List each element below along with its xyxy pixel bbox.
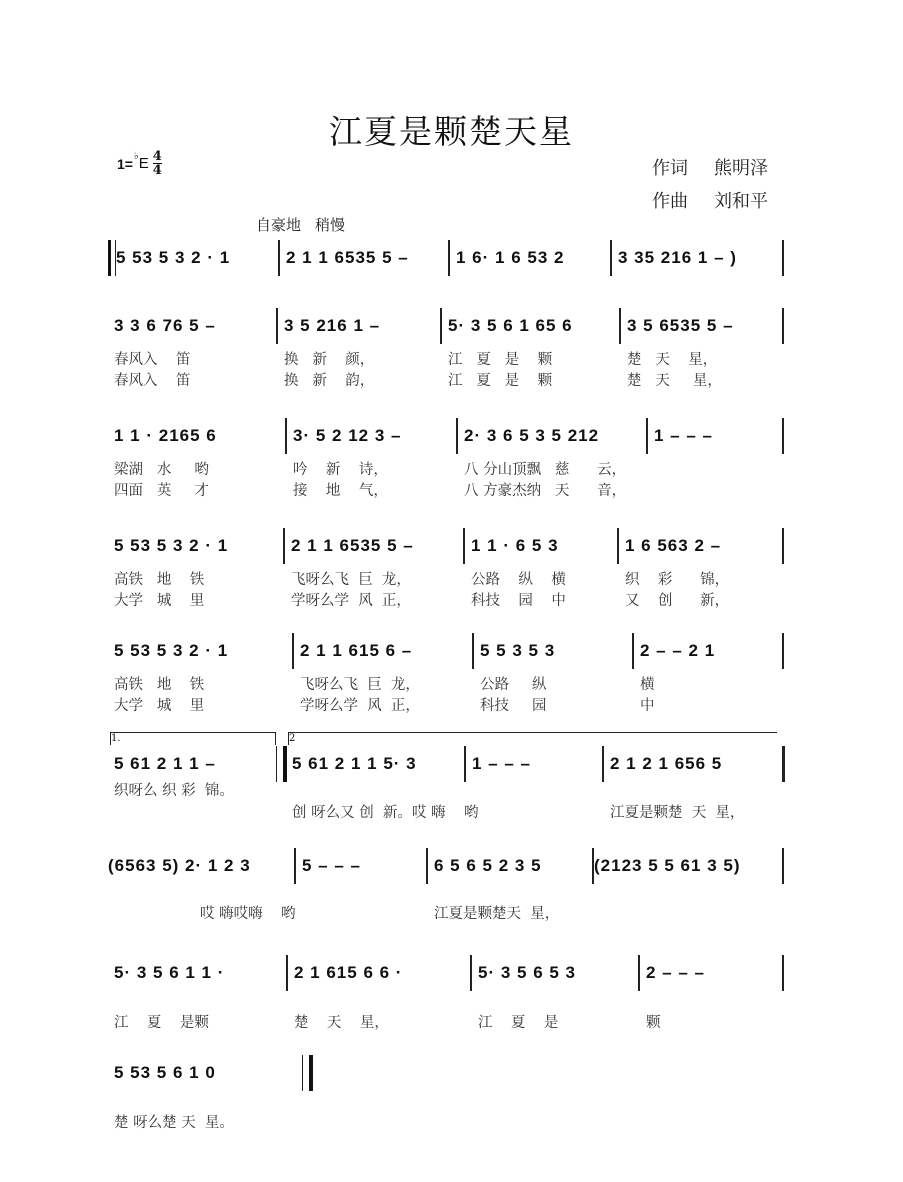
lyrics-verse-1: 高铁 地 铁 <box>114 677 205 693</box>
lyrics-verse-2: 创 呀么又 创 新。哎 嗨 哟 <box>292 805 479 821</box>
key-signature <box>117 150 162 177</box>
lyrics-verse-2: 楚 天 星， <box>627 373 722 389</box>
score-row-8 <box>108 955 788 1055</box>
barline <box>782 746 785 782</box>
measure <box>472 955 632 1055</box>
volta-second-ending <box>288 732 777 745</box>
measure <box>286 746 479 846</box>
lyrics-verse-2: 楚 呀么楚 天 星。 <box>114 1115 234 1131</box>
measure <box>442 308 617 408</box>
lyrics-verse-2: 江夏是颗楚天 星， <box>434 906 560 922</box>
lyrics-verse-1: 公路 纵 <box>480 677 547 693</box>
measure <box>296 848 424 948</box>
measure-notes: 1 6· 1 6 53 2 <box>456 248 565 267</box>
measure-notes: (6563 5) 2· 1 2 3 <box>108 856 251 875</box>
lyrics-verse-2: 哎 嗨哎嗨 哟 <box>200 906 296 922</box>
lyrics-verse-2: 八 方豪杰纳 天 音， <box>464 483 627 499</box>
lyrics-verse-2: 江 夏 是 颗 <box>448 373 553 389</box>
measure <box>634 633 782 733</box>
lyrics-verse-2: 四面 英 才 <box>114 483 209 499</box>
measure-notes: 1 – – – <box>472 754 531 773</box>
lyrics-verse-1: 换 新 颜， <box>284 352 375 368</box>
measure-notes: 5 – – – <box>302 856 361 875</box>
score-row-2 <box>108 308 788 408</box>
expression-marking: 自豪地 <box>256 216 302 234</box>
measure-notes: 3 3 6 76 5 – <box>114 316 216 335</box>
measure <box>466 746 602 846</box>
measure-notes: 5 5 3 5 3 <box>480 641 556 660</box>
lyrics-verse-1: 春风入 笛 <box>114 352 191 368</box>
lyrics-verse-1: 飞呀么飞 巨 龙， <box>300 677 420 693</box>
barline <box>782 240 784 276</box>
measure <box>640 955 780 1055</box>
lyrics-verse-2: 科技 园 <box>480 698 547 714</box>
measure <box>621 308 781 408</box>
lyrics-verse-2: 江夏是颗楚 天 星， <box>610 805 745 821</box>
lyrics-verse-2: 中 <box>640 698 655 714</box>
lyrics-verse-2: 楚 天 星， <box>294 1015 389 1031</box>
measure <box>604 746 780 846</box>
measure <box>108 418 283 518</box>
score-row-5 <box>108 633 788 733</box>
measure <box>288 955 463 1055</box>
lyricist-credit <box>652 154 768 180</box>
measure-notes: 1 6 563 2 – <box>625 536 722 555</box>
score-row-6 <box>108 733 788 846</box>
measure <box>458 418 643 518</box>
lyrics-verse-2: 大学 城 里 <box>114 698 205 714</box>
lyrics-verse-2: 江 夏 是颗 <box>114 1015 209 1031</box>
measure-notes: 1 – – – <box>654 426 713 445</box>
measure <box>648 418 782 518</box>
flat-icon: ♭ <box>133 151 139 162</box>
measure <box>428 848 588 948</box>
measure <box>619 528 781 628</box>
measure-notes: 5 53 5 3 2 · 1 <box>114 536 229 555</box>
measure-notes: 3· 5 2 12 3 – <box>293 426 402 445</box>
measure-notes: 2 – – – <box>646 963 705 982</box>
measure-notes: 2 1 1 6535 5 – <box>286 248 409 267</box>
measure-notes: 5· 3 5 6 1 65 6 <box>448 316 573 335</box>
measure-notes: 5 53 5 3 2 · 1 <box>114 641 229 660</box>
measure <box>108 528 283 628</box>
score-row-3 <box>108 418 788 518</box>
measure-notes: 1 1 · 2165 6 <box>114 426 217 445</box>
measure <box>278 308 438 408</box>
lyrics-verse-2: 春风入 笛 <box>114 373 191 389</box>
barline <box>782 848 784 884</box>
volta-label: 2 <box>289 733 296 744</box>
measure <box>108 308 276 408</box>
measure-notes: 2· 3 6 5 3 5 212 <box>464 426 600 445</box>
measure-notes: (2123 5 5 61 3 5) <box>594 856 741 875</box>
measure-notes: 5· 3 5 6 1 1 · <box>114 963 225 982</box>
composer-credit <box>652 187 768 213</box>
barline <box>782 633 784 669</box>
lyrics-verse-2: 科技 园 中 <box>471 593 566 609</box>
lyrics-verse-2: 颗 <box>646 1015 661 1031</box>
measure-notes: 2 1 2 1 656 5 <box>610 754 723 773</box>
measure-notes: 2 1 1 6535 5 – <box>291 536 414 555</box>
lyrics-verse-2: 学呀么学 风 正， <box>291 593 411 609</box>
lyrics-verse-2: 江 夏 是 <box>478 1015 559 1031</box>
time-top: 4 <box>152 149 162 164</box>
barline <box>782 955 784 991</box>
lyrics-verse-1: 吟 新 诗， <box>293 462 388 478</box>
measure <box>474 633 624 733</box>
measure-notes: 2 1 1 615 6 – <box>300 641 413 660</box>
measure-notes: 3 5 216 1 – <box>284 316 381 335</box>
measure <box>108 633 288 733</box>
lyrics-verse-1: 梁湖 水 哟 <box>114 462 209 478</box>
barline <box>782 308 784 344</box>
measure-notes: 3 5 6535 5 – <box>627 316 734 335</box>
measure <box>465 528 615 628</box>
lyrics-verse-2: 学呀么学 风 正， <box>300 698 420 714</box>
measure-notes: 3 35 216 1 – ) <box>618 248 737 267</box>
lyrics-verse-1: 江 夏 是 颗 <box>448 352 553 368</box>
measure-notes: 5· 3 5 6 5 3 <box>478 963 577 982</box>
measure <box>287 418 457 518</box>
measure <box>588 848 778 948</box>
key-note: E <box>138 155 149 172</box>
score-row-4 <box>108 528 788 628</box>
composer-name: 刘和平 <box>714 191 768 212</box>
lyrics-verse-1: 织 彩 锦， <box>625 572 730 588</box>
time-bottom: 4 <box>152 163 162 178</box>
measure <box>285 528 455 628</box>
measure-notes: 5 61 2 1 1 – <box>114 754 216 773</box>
lyrics-verse-2: 大学 城 里 <box>114 593 205 609</box>
measure-notes: 5 53 5 6 1 0 <box>114 1063 216 1082</box>
measure-notes: 1 1 · 6 5 3 <box>471 536 559 555</box>
measure-notes: 5 53 5 3 2 · 1 <box>116 248 231 267</box>
measure-notes: 2 – – 2 1 <box>640 641 716 660</box>
speed-marking: 稍慢 <box>315 216 346 234</box>
score-row-7 <box>108 848 788 948</box>
measure <box>102 848 296 948</box>
key-one-equals: 1= <box>117 155 133 172</box>
measure <box>108 746 274 846</box>
measure <box>108 955 288 1055</box>
score-row-9 <box>108 1055 788 1155</box>
lyricist-name: 熊明泽 <box>714 158 768 179</box>
lyrics-verse-1: 织呀么 织 彩 锦。 <box>114 783 234 799</box>
lyrics-verse-1: 横 <box>640 677 655 693</box>
lyricist-role: 作词 <box>652 158 688 179</box>
measure <box>294 633 466 733</box>
lyrics-verse-1: 公路 纵 横 <box>471 572 566 588</box>
final-barline <box>302 1055 313 1091</box>
page-title: 江夏是颗楚天星 <box>329 112 574 151</box>
measure <box>108 1055 288 1155</box>
volta-first-ending <box>110 732 276 745</box>
lyrics-verse-1: 飞呀么飞 巨 龙， <box>291 572 411 588</box>
lyrics-verse-2: 换 新 韵， <box>284 373 375 389</box>
barline <box>782 528 784 564</box>
tempo-marking <box>256 214 359 235</box>
measure-notes: 6 5 6 5 2 3 5 <box>434 856 542 875</box>
lyrics-verse-1: 楚 天 星， <box>627 352 718 368</box>
lyrics-verse-1: 高铁 地 铁 <box>114 572 205 588</box>
time-signature <box>153 150 162 177</box>
measure-notes: 2 1 615 6 6 · <box>294 963 403 982</box>
lyrics-verse-1: 八 分山顶飘 慈 云， <box>464 462 627 478</box>
measure-notes: 5 61 2 1 1 5· 3 <box>292 754 417 773</box>
volta-label: 1. <box>111 733 121 744</box>
composer-role: 作曲 <box>652 191 688 212</box>
lyrics-verse-2: 接 地 气， <box>293 483 388 499</box>
barline <box>782 418 784 454</box>
lyrics-verse-2: 又 创 新， <box>625 593 730 609</box>
